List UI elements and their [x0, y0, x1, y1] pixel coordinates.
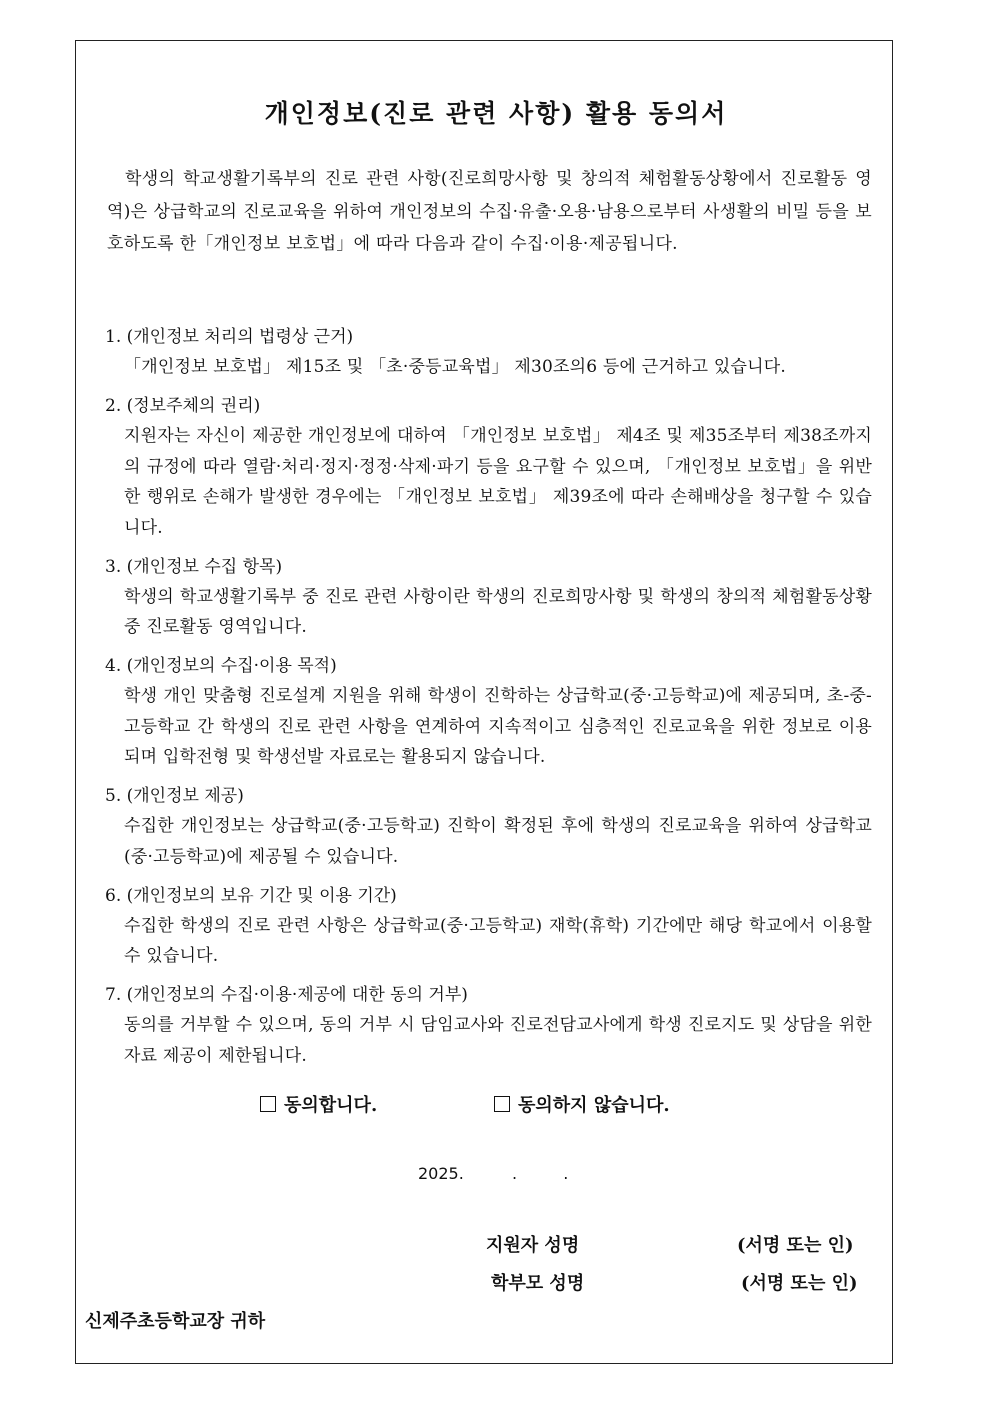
applicant-name-label: 지원자 성명: [486, 1235, 580, 1256]
section-body: 학생의 학교생활기록부 중 진로 관련 사항이란 학생의 진로희망사항 및 학생의 창의적 체험활동상황 중 진로활동 영역입니다.: [124, 586, 872, 637]
section-body: 수집한 학생의 진로 관련 사항은 상급학교(중·고등학교) 재학(휴학) 기간에만 해당 학교에서 이용할 수 있습니다.: [124, 915, 872, 966]
section-heading: 7. (개인정보의 수집·이용·제공에 대한 동의 거부): [105, 985, 468, 1005]
section-heading: 1. (개인정보 처리의 법령상 근거): [105, 327, 354, 347]
intro-paragraph: [107, 163, 872, 261]
disagree-label: 동의하지 않습니다.: [518, 1095, 670, 1116]
section-heading: 2. (정보주체의 권리): [105, 396, 261, 416]
agree-label: 동의합니다.: [284, 1095, 378, 1116]
section-body: 「개인정보 보호법」 제15조 및 「초·중등교육법」 제30조의6 등에 근거하고 있습니다.: [124, 357, 786, 377]
section-collected-items: [105, 552, 872, 643]
section-heading: 6. (개인정보의 보유 기간 및 이용 기간): [105, 885, 397, 906]
agree-checkbox[interactable]: [260, 1091, 377, 1117]
section-heading: 3. (개인정보 수집 항목): [105, 556, 283, 577]
date-day-dot: .: [563, 1164, 569, 1183]
applicant-signature-mark: (서명 또는 인): [737, 1235, 854, 1256]
section-heading: 5. (개인정보 제공): [105, 786, 244, 806]
section-body: 학생 개인 맞춤형 진로설계 지원을 위해 학생이 진학하는 상급학교(중·고등학교)에 제공되며, 초-중-고등학교 간 학생의 진로 관련 사항을 연계하여 지속적이고 심층적인 진로교육을 위한 정보로 이용되며 입학전형 및 학생선발 자료로는 활용되지 않습니다.: [124, 686, 872, 767]
intro-text: 학생의 학교생활기록부의 진로 관련 사항(진로희망사항 및 창의적 체험활동상황에서 진로활동 영역)은 상급학교의 진로교육을 위하여 개인정보의 수집·유출·오용·남용으로부터 사생활의 비밀 등을 보호하도록 한「개인정보 보호법」에 따라 다음과 같이 수집·이용·제공됩니다.: [107, 169, 872, 254]
section-body: 수집한 개인정보는 상급학교(중·고등학교) 진학이 확정된 후에 학생의 진로교육을 위하여 상급학교(중·고등학교)에 제공될 수 있습니다.: [124, 816, 872, 867]
date-line: [418, 1164, 568, 1183]
section-purpose: [105, 651, 872, 773]
sections-list: [105, 322, 872, 1080]
disagree-checkbox[interactable]: [494, 1091, 670, 1117]
date-year: 2025.: [418, 1164, 464, 1183]
section-body: 지원자는 자신이 제공한 개인정보에 대하여 「개인정보 보호법」 제4조 및 제35조부터 제38조까지의 규정에 따라 열람·처리·정지·정정·삭제·파기 등을 요구할 수 있으며, 「개인정보 보호법」을 위반한 행위로 손해가 발생한 경우에는 「개인정보 보호법」 제39조에 따라 손해배상을 청구할 수 있습니다.: [124, 426, 872, 538]
section-refusal: [105, 980, 872, 1071]
section-heading: 4. (개인정보의 수집·이용 목적): [105, 656, 337, 676]
section-body: 동의를 거부할 수 있으며, 동의 거부 시 담임교사와 진로전담교사에게 학생 진로지도 및 상담을 위한 자료 제공이 제한됩니다.: [124, 1015, 872, 1066]
document-title: 개인정보(진로 관련 사항) 활용 동의서: [264, 99, 728, 128]
section-retention: [105, 881, 872, 972]
section-rights: [105, 391, 872, 543]
recipient-line: 신제주초등학교장 귀하: [85, 1311, 266, 1332]
checkbox-icon[interactable]: [494, 1096, 510, 1112]
section-legal-basis: [105, 322, 872, 383]
checkbox-icon[interactable]: [260, 1096, 276, 1112]
parent-signature-mark: (서명 또는 인): [741, 1273, 858, 1294]
parent-name-label: 학부모 성명: [491, 1273, 585, 1294]
date-month-dot: .: [512, 1164, 518, 1183]
section-provision: [105, 781, 872, 872]
